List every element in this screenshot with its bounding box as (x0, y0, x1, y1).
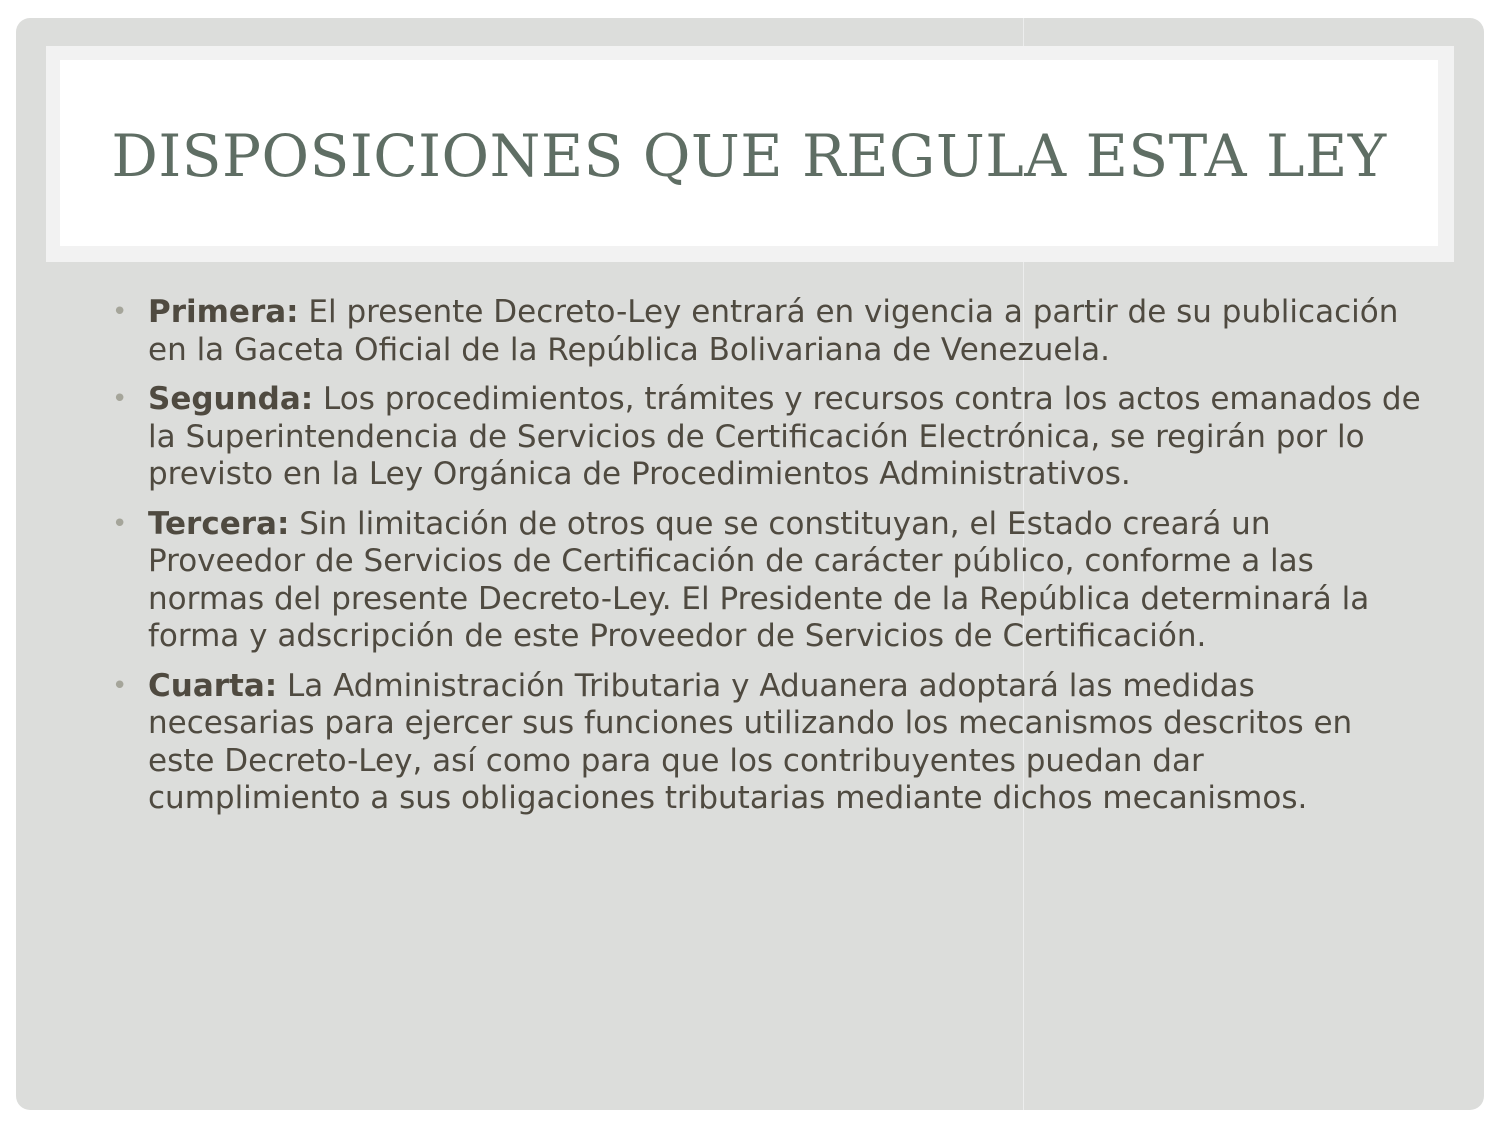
slide-title: DISPOSICIONES QUE REGULA ESTA LEY (111, 122, 1387, 190)
item-label: Tercera: (148, 505, 290, 542)
item-text: La Administración Tributaria y Aduanera adoptará las medidas necesarias para ejercer sus funciones utilizando los mecanismos descritos en este Decreto-Ley, así como para que los contribuyentes puedan dar cumplimiento a sus obligaciones tributarias mediante dichos mecanismos. (148, 667, 1353, 816)
item-text: Sin limitación de otros que se constituyan, el Estado creará un Proveedor de Servicios de Certificación de carácter público, conforme a las normas del presente Decreto-Ley. El Presidente de la República determinará la forma y adscripción de este Proveedor de Servicios de Certificación. (148, 505, 1370, 654)
bullet-list (104, 294, 1424, 830)
bullet-icon: • (112, 297, 128, 327)
slide (16, 18, 1484, 1110)
item-text: Los procedimientos, trámites y recursos contra los actos emanados de la Superintendencia de Servicios de Certificación Electrónica, se regirán por lo previsto en la Ley Orgánica de Procedimientos Administrativos. (148, 381, 1421, 492)
list-item-tercera (104, 506, 1424, 656)
item-label: Cuarta: (148, 667, 278, 704)
title-box (60, 60, 1438, 246)
bullet-icon: • (112, 384, 128, 414)
list-item-cuarta (104, 668, 1424, 818)
item-text: El presente Decreto-Ley entrará en vigencia a partir de su publicación en la Gaceta Oficial de la República Bolivariana de Venezuela. (148, 294, 1399, 368)
item-label: Segunda: (148, 381, 314, 417)
bullet-icon: • (112, 670, 128, 701)
list-item-primera (104, 294, 1424, 369)
item-label: Primera: (148, 294, 299, 330)
title-frame (46, 46, 1454, 262)
list-item-segunda (104, 381, 1424, 494)
bullet-icon: • (112, 508, 128, 539)
